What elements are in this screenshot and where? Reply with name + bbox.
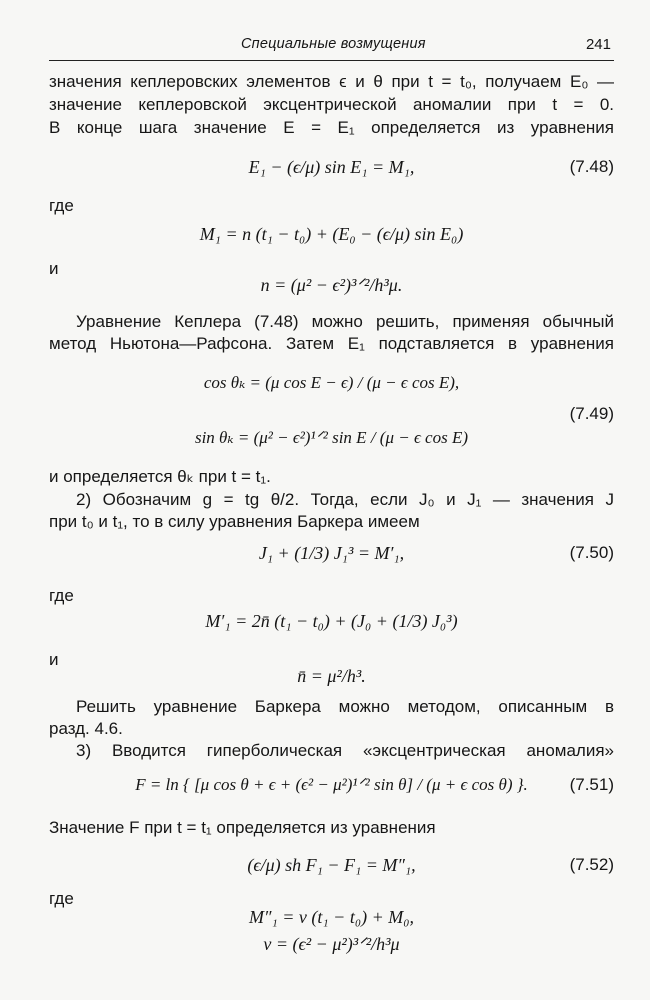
text-line: где <box>49 889 74 908</box>
equation-7-49a: cos θₖ = (μ cos E − ϵ) / (μ − ϵ cos E), <box>203 373 460 392</box>
running-title: Специальные возмущения <box>241 36 426 52</box>
equation-7-51: F = ln { [μ cos θ + ϵ + (ϵ² − μ²)¹ᐟ² sin θ] / (μ + ϵ cos θ) }. <box>135 775 528 794</box>
text-line: где <box>49 196 74 215</box>
equation-number: (7.48) <box>569 157 614 176</box>
text-line: при t₀ и t₁, то в силу уравнения Баркера имеем <box>49 512 420 531</box>
text-line: метод Ньютона—Рафсона. Затем E₁ подставляется в уравнения <box>49 334 614 353</box>
equation-nu: ν = (ϵ² − μ²)³ᐟ²/h³μ <box>263 934 400 954</box>
equation-m1-double-prime: M″₁ = ν (t₁ − t₀) + M₀, <box>249 907 414 927</box>
text-line: значение кеплеровской эксцентрической аномалии при t = 0. <box>49 95 614 114</box>
text-line: и <box>49 259 59 278</box>
text-line: значения кеплеровских элементов ϵ и θ при t = t₀, получаем E₀ — <box>49 72 614 91</box>
page-header <box>49 36 614 61</box>
equation-7-50: J₁ + (1/3) J₁³ = M′₁, <box>258 543 405 563</box>
equation-number: (7.51) <box>569 775 614 794</box>
text-line: Значение F при t = t₁ определяется из уравнения <box>49 818 436 837</box>
text-line: и <box>49 650 59 669</box>
equation-n: n = (μ² − ϵ²)³ᐟ²/h³μ. <box>260 275 403 295</box>
page-number: 241 <box>585 36 611 53</box>
equation-number: (7.52) <box>569 855 614 874</box>
text-line: 2) Обозначим g = tg θ/2. Тогда, если J₀ и J₁ — значения J <box>76 490 614 509</box>
equation-7-48: E₁ − (ϵ/μ) sin E₁ = M₁, <box>248 157 415 177</box>
text-line: Уравнение Кеплера (7.48) можно решить, применяя обычный <box>76 312 614 331</box>
equation-number: (7.50) <box>569 543 614 562</box>
equation-7-49b: sin θₖ = (μ² − ϵ²)¹ᐟ² sin E / (μ − ϵ cos E) <box>194 428 469 447</box>
equation-m1-prime: M′₁ = 2n̄ (t₁ − t₀) + (J₀ + (1/3) J₀³) <box>205 611 458 631</box>
text-line: и определяется θₖ при t = t₁. <box>49 467 271 486</box>
text-line: 3) Вводится гиперболическая «эксцентрическая аномалия» <box>76 741 614 760</box>
text-line: где <box>49 586 74 605</box>
text-line: Решить уравнение Баркера можно методом, описанным в <box>76 697 614 716</box>
equation-number: (7.49) <box>569 404 614 423</box>
text-line: разд. 4.6. <box>49 719 123 738</box>
equation-m1: M₁ = n (t₁ − t₀) + (E₀ − (ϵ/μ) sin E₀) <box>199 224 464 244</box>
equation-nbar: n̄ = μ²/h³. <box>297 666 366 686</box>
equation-7-52: (ϵ/μ) sh F₁ − F₁ = M″₁, <box>247 855 416 875</box>
text-line: В конце шага значение E = E₁ определяется из уравнения <box>49 118 614 137</box>
